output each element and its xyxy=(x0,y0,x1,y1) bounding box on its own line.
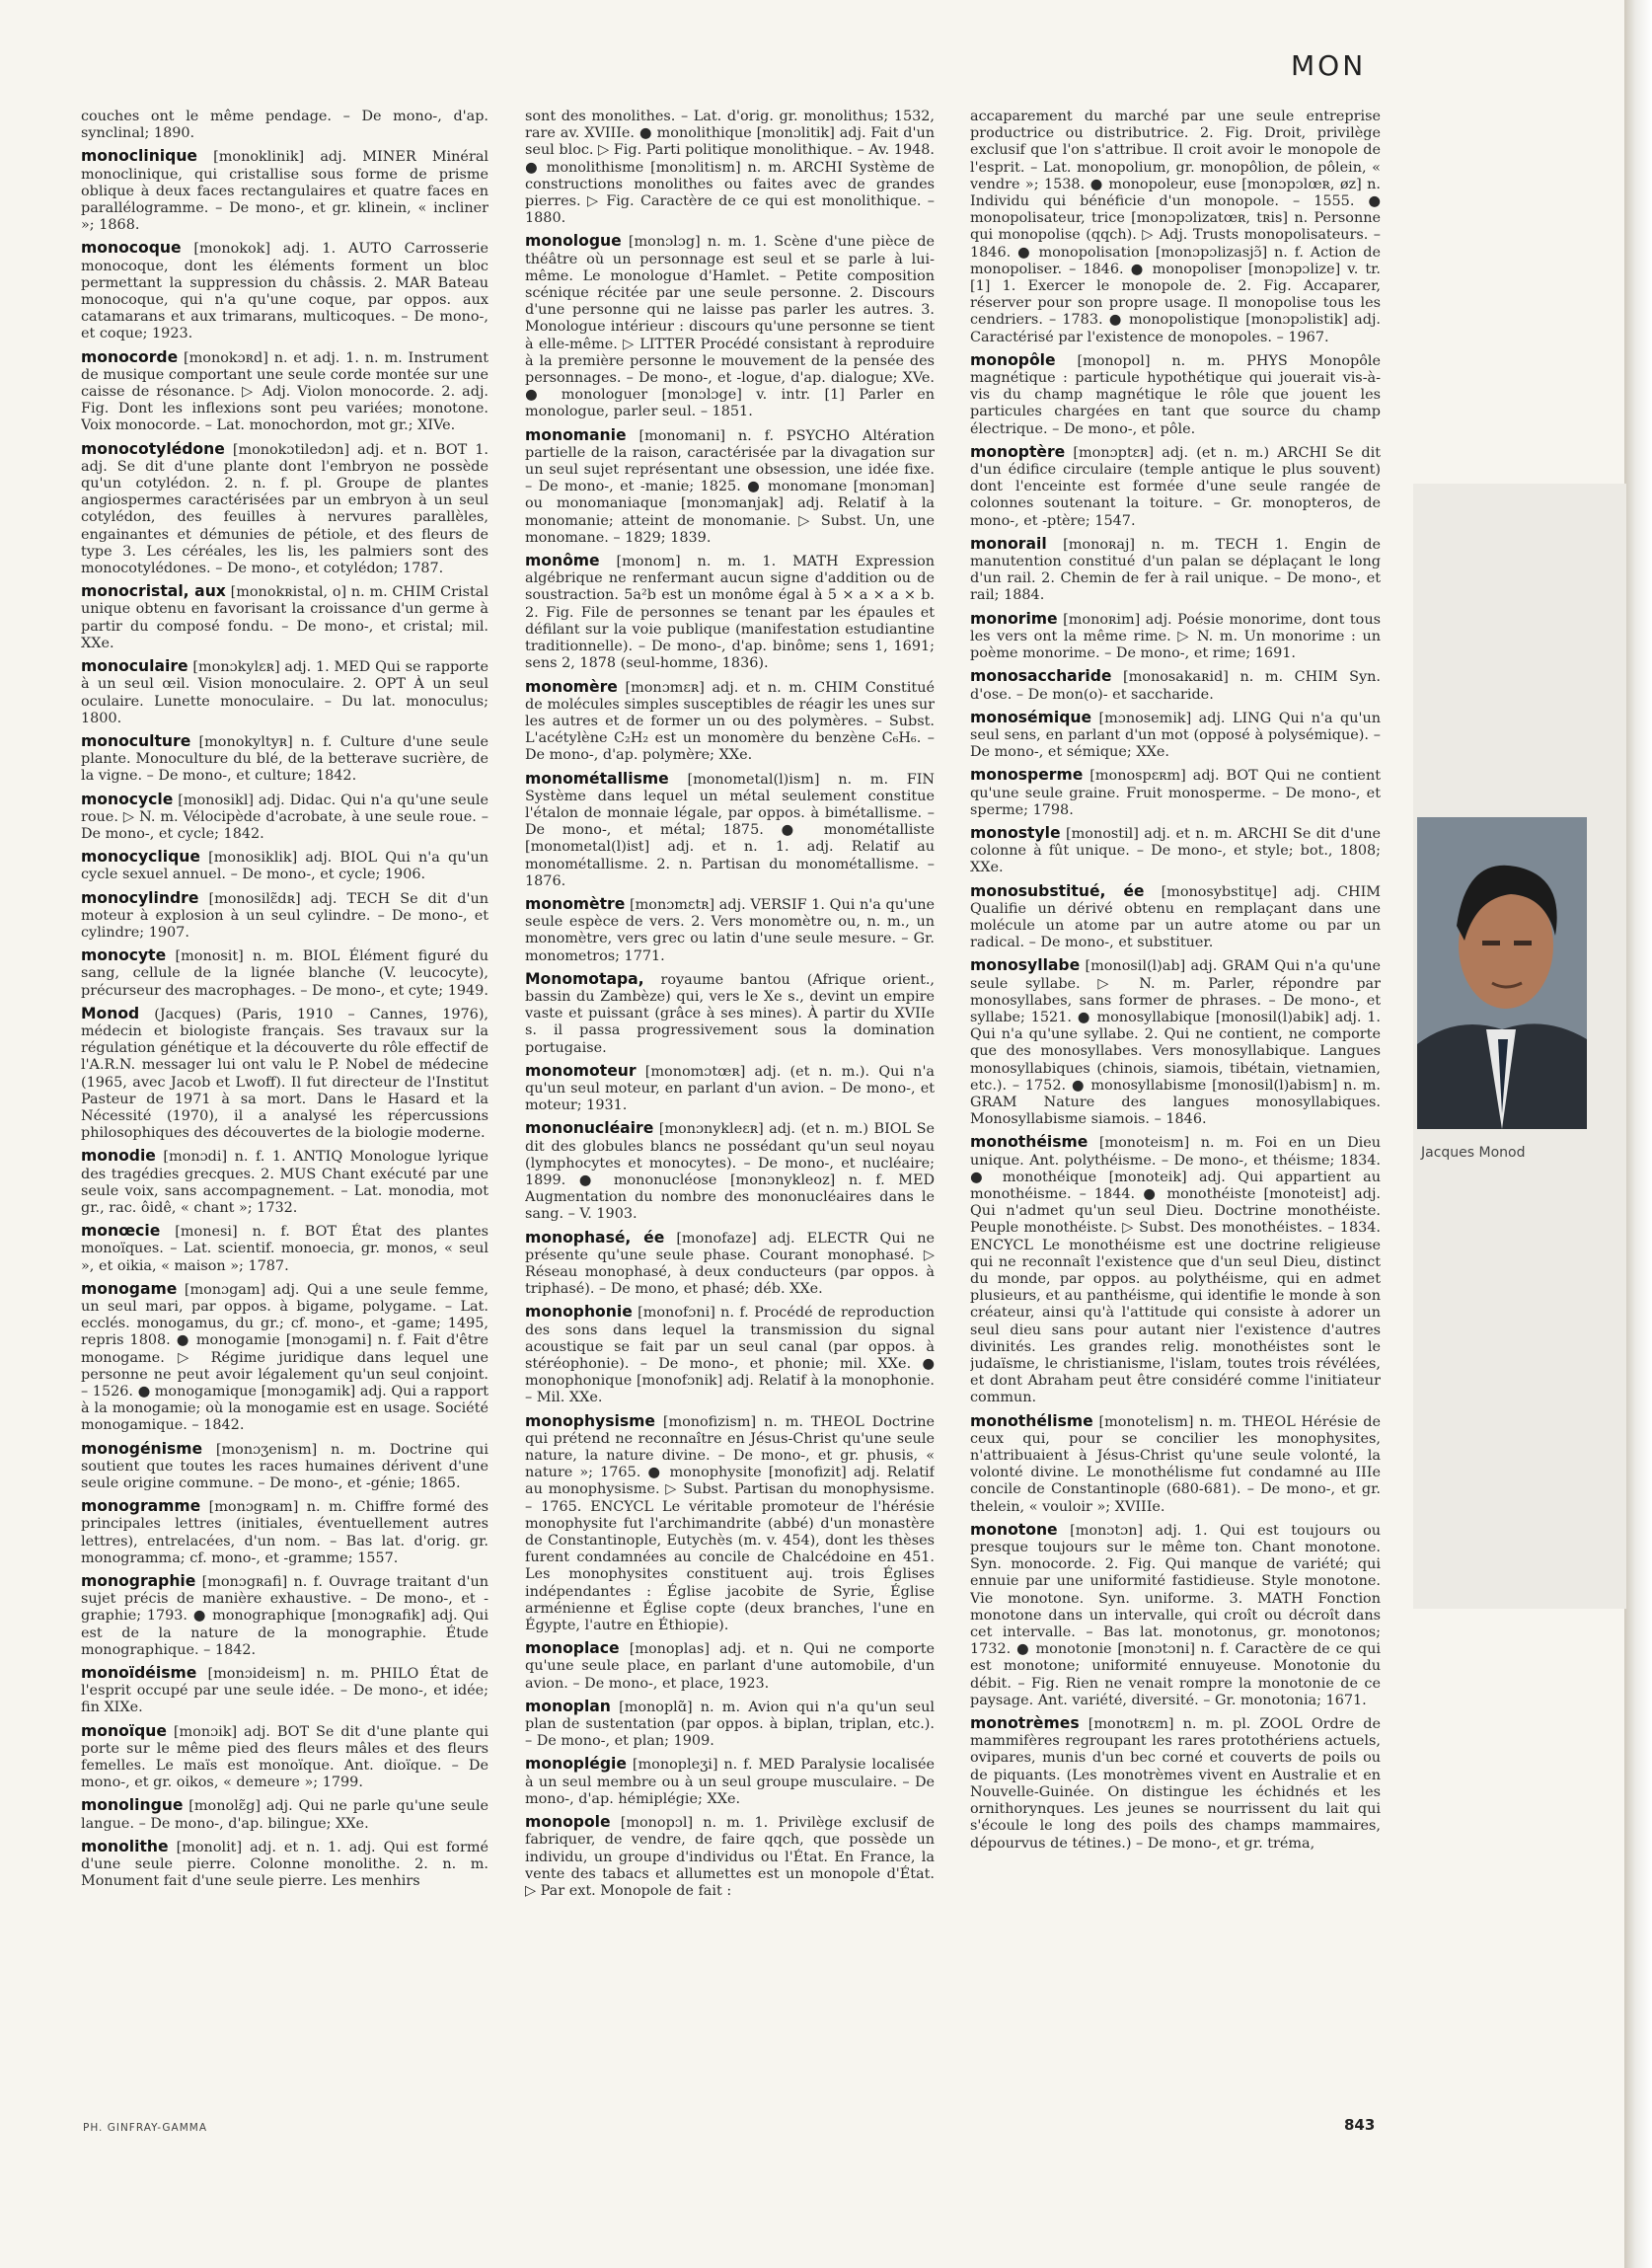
entry-headword: monostyle xyxy=(970,823,1061,842)
entry-definition: sont des monolithes. – Lat. d'orig. gr. monolithus; 1532, rare av. XVIIIe. ● monolithique [monɔlitik] adj. Fait d'un seul bloc. ▷ Fig. Parti politique monolithique. – Av. 1948. ● monolithisme [monɔlitism] n. m. ARCHI Système de constructions monolithes ou faites avec de grandes pierres. ▷ Fig. Caractère de ce qui est monolithique. – 1880. xyxy=(525,109,935,227)
portrait-photo xyxy=(1417,817,1587,1129)
entry-headword: monorail xyxy=(970,534,1047,553)
dictionary-entry xyxy=(970,883,1381,952)
entry-headword: monosémique xyxy=(970,708,1092,726)
entry-headword: monoplégie xyxy=(525,1755,627,1774)
entry-definition: [monɔgam] adj. Qui a une seule femme, un seul mari, par oppos. à bigame, polygame. – Lat. ecclés. monogamus, du gr.; cf. mono-, et -game; 1495, repris 1808. ● monogamie [monɔgami] n. f. Fait d'être monogame. ▷ Régime juridique dans lequel une personne ne peut avoir légalement qu'un seul conjoint. – 1526. ● monogamique [monɔgamik] adj. Qui a rapport à la monogamie; où la monogamie est en usage. Société monogamique. – 1842. xyxy=(81,1281,488,1434)
entry-headword: monorime xyxy=(970,609,1058,628)
entry-definition: [monofɔni] n. f. Procédé de reproduction des sons dans lequel la transmission du signal acoustique se fait par un seul canal (par oppos. à stéréophonie). – De mono-, et phonie; mil. XXe. ● monophonique [monofɔnik] adj. Relatif à la monophonie. – Mil. XXe. xyxy=(525,1305,935,1406)
page-edge xyxy=(1624,0,1652,2268)
dictionary-entry xyxy=(81,1797,488,1832)
dictionary-entry xyxy=(970,1522,1381,1709)
entry-definition: [monɔkylɛʀ] adj. 1. MED Qui se rapporte à un seul œil. Vision monoculaire. 2. OPT À un seul oculaire. Lunette monoculaire. – Du lat. monoculus; 1800. xyxy=(81,659,488,726)
dictionary-entry xyxy=(970,1413,1381,1516)
column-3 xyxy=(970,109,1381,2097)
entry-headword: monocylindre xyxy=(81,888,199,907)
entry-definition: [monoklinik] adj. MINER Minéral monoclinique, qui cristallise sous forme de prisme oblique à deux faces rectangulaires et quatre faces en parallélogramme. – De mono-, et gr. klinein, « incliner »; 1868. xyxy=(81,149,488,234)
entry-definition: [monokok] adj. 1. AUTO Carrosserie monocoque, dont les éléments forment un bloc permettant la suppression du châssis. 2. MAR Bateau monocoque, qui n'a qu'une coque, par oppos. aux catamarans et aux trimarans, multicoques. – De mono-, et coque; 1923. xyxy=(81,241,488,342)
entry-definition: [monosil(l)ab] adj. GRAM Qui n'a qu'une seule syllabe. ▷ N. m. Parler, répondre par monosyllabes, sans former de phrases. – De mono-, et syllabe; 1521. ● monosyllabique [monosil(l)abik] adj. 1. Qui n'a qu'une syllabe. 2. Qui ne contient, ne comporte que des monosyllabes. Vers monosyllabique. Langues monosyllabiques (chinois, siamois, tibétain, vietnamien, etc.). – 1752. ● monosyllabisme [monosil(l)abism] n. m. GRAM Nature des langues monosyllabiques. Monosyllabisme siamois. – 1846. xyxy=(970,958,1381,1128)
entry-headword: monosaccharide xyxy=(970,667,1112,686)
dictionary-entry xyxy=(970,536,1381,605)
entry-definition: [monɔdi] n. f. 1. ANTIQ Monologue lyrique des tragédies grecques. 2. MUS Chant exécuté par une seule voix, sans accompagnement. – Lat. monodia, mot gr., rac. ôidê, « chant »; 1732. xyxy=(81,1149,488,1216)
entry-definition: [monɔtɔn] adj. 1. Qui est toujours ou presque toujours sur le même ton. Chant monotone. Syn. monocorde. 2. Fig. Qui manque de variété; qui ennuie par une uniformité fastidieuse. Style monotone. Vie monotone. Syn. uniforme. 3. MATH Fonction monotone dans un intervalle, qui croît ou décroît dans cet intervalle. – Bas lat. monotonus, gr. monotonos; 1732. ● monotonie [monɔtɔni] n. f. Caractère de ce qui est monotone; uniformité ennuyeuse. Monotonie du débit. – Fig. Rien ne venait rompre la monotonie de ce paysage. Ant. variété, diversité. – Gr. monotonia; 1671. xyxy=(970,1522,1381,1708)
running-head: MON xyxy=(1291,49,1367,82)
entry-headword: monolingue xyxy=(81,1796,184,1815)
dictionary-entry xyxy=(81,1573,488,1659)
entry-definition: [monopɔl] n. m. 1. Privilège exclusif de fabriquer, de vendre, de faire qqch, que possède un individu, un groupe d'individus ou l'État. En France, la vente des tabacs et allumettes est un monopole d'État. ▷ Par ext. Monopole de fait : xyxy=(525,1815,935,1899)
dictionary-entry xyxy=(525,427,935,547)
entry-headword: Monomotapa, xyxy=(525,969,644,988)
entry-definition: [monokɔtiledɔn] adj. et n. BOT 1. adj. Se dit d'une plante dont l'embryon ne possède qu'un cotylédon. 2. n. f. pl. Groupe de plantes angiospermes caractérisées par un embryon à un seul cotylédon, des feuilles à nervures parallèles, engainantes et démunies de pétiole, et des fleurs de type 3. Les céréales, les lis, les palmiers sont des monocotylédones. – De mono-, et cotylédon; 1787. xyxy=(81,441,488,577)
column-1 xyxy=(81,109,488,2097)
entry-headword: monographie xyxy=(81,1572,196,1591)
entry-headword: monométallisme xyxy=(525,769,669,788)
entry-definition: [monɔnykleɛʀ] adj. (et n. m.) BIOL Se dit des globules blancs ne possédant qu'un seul noyau (lymphocytes et monocytes). – De mono-, et nucléaire; 1899. ● mononucléose [monɔnykleoz] n. f. MED Augmentation du nombre des mononucléaires dans le sang. – V. 1903. xyxy=(525,1121,935,1223)
dictionary-entry xyxy=(81,947,488,1000)
entry-headword: monomètre xyxy=(525,894,626,913)
entry-headword: monotrèmes xyxy=(970,1714,1080,1733)
dictionary-entry xyxy=(970,710,1381,762)
dictionary-entry xyxy=(81,1148,488,1217)
entry-definition: [monofizism] n. m. THEOL Doctrine qui prétend ne reconnaître en Jésus-Christ qu'une seule nature, la nature divine. – De mono-, et gr. phusis, « nature »; 1765. ● monophysite [monofizit] adj. Relatif au monophysisme. ▷ Subst. Partisan du monophysisme. – 1765. ENCYCL Le véritable promoteur de l'hérésie monophysite fut l'archimandrite (abbé) d'un monastère de Constantinople, Eutychès (m. v. 454), dont les thèses furent condamnées au concile de Chalcédoine en 451. Les monophysites constituent auj. trois Églises indépendantes : Église jacobite de Syrie, Église arménienne et Église copte (deux branches, l'une en Égypte, l'autre en Éthiopie). xyxy=(525,1413,935,1634)
entry-definition: [monometal(l)ism] n. m. FIN Système dans lequel un métal seulement constitue l'étalon de monnaie légale, par oppos. à bimétallisme. – De mono-, et métal; 1875. ● monométalliste [monometal(l)ist] adj. et n. 1. adj. Relatif au monométallisme. 2. n. Partisan du monométallisme. – 1876. xyxy=(525,771,935,889)
entry-headword: monolithe xyxy=(81,1837,169,1855)
entry-definition: [monostil] adj. et n. m. ARCHI Se dit d'une colonne à fût unique. – De mono-, et style; bot., 1808; XXe. xyxy=(970,825,1381,876)
entry-headword: monocorde xyxy=(81,347,179,366)
entry-headword: monothélisme xyxy=(970,1411,1093,1430)
dictionary-entry xyxy=(81,583,488,652)
entry-definition: [monopol] n. m. PHYS Monopôle magnétique : particule hypothétique qui jouerait vis-à-vis du champ magnétique le rôle que jouent les particules chargées en tant que source du champ électrique. – De mono-, et pôle. xyxy=(970,352,1381,437)
entry-headword: monoïdéisme xyxy=(81,1664,197,1683)
dictionary-entry xyxy=(525,771,935,890)
dictionary-entry xyxy=(970,444,1381,530)
entry-definition: [monosit] n. m. BIOL Élément figuré du sang, cellule de la lignée blanche (V. leucocyte), précurseur des macrophages. – De mono-, et cyte; 1949. xyxy=(81,948,488,999)
entry-headword: monogénisme xyxy=(81,1439,203,1458)
dictionary-entry xyxy=(81,658,488,727)
entry-headword: monocycle xyxy=(81,790,174,808)
dictionary-entry xyxy=(970,1715,1381,1852)
dictionary-entry xyxy=(525,679,935,765)
page-number: 843 xyxy=(1344,2116,1376,2134)
column-2 xyxy=(525,109,935,2097)
entry-headword: monocotylédone xyxy=(81,439,225,458)
entry-definition: couches ont le même pendage. – De mono-, d'ap. synclinal; 1890. xyxy=(81,109,488,142)
entry-headword: monoculture xyxy=(81,731,191,750)
entry-definition: [monoplɑ̃] n. m. Avion qui n'a qu'un seul plan de sustentation (par oppos. à biplan, triplan, etc.). – De mono-, et plan; 1909. xyxy=(525,1699,935,1750)
entry-definition: (Jacques) (Paris, 1910 – Cannes, 1976), médecin et biologiste français. Ses travaux sur la régulation génétique et la découverte du rôle effectif de l'A.R.N. messager lui ont valu le P. Nobel de médecine (1965, avec Jacob et Lwoff). Il fut directeur de l'Institut Pasteur de 1971 à sa mort. Dans le Hasard et la Nécessité (1970), il a analysé les répercussions philosophiques des découvertes de la biologie moderne. xyxy=(81,1006,488,1142)
dictionary-entry xyxy=(81,1223,488,1275)
entry-headword: monœcie xyxy=(81,1222,161,1241)
dictionary-entry xyxy=(81,1281,488,1435)
entry-definition: [monosikl] adj. Didac. Qui n'a qu'une seule roue. ▷ N. m. Vélocipède d'acrobate, à une seule roue. – De mono-, et cycle; 1842. xyxy=(81,792,488,842)
dictionary-entry xyxy=(81,1665,488,1717)
dictionary-entry xyxy=(525,1814,935,1900)
entry-definition: [monosybstitɥe] adj. CHIM Qualifie un dérivé obtenu en remplaçant dans une molécule un atome par un autre atome ou par un radical. – De mono-, et substituer. xyxy=(970,883,1381,951)
entry-definition: [monosiklik] adj. BIOL Qui n'a qu'un cycle sexuel annuel. – De mono-, et cycle; 1906. xyxy=(81,850,488,883)
entry-definition: [monospɛʀm] adj. BOT Qui ne contient qu'une seule graine. Fruit monosperme. – De mono-, et sperme; 1798. xyxy=(970,768,1381,818)
dictionary-entry xyxy=(81,148,488,234)
entry-definition: [monɔik] adj. BOT Se dit d'une plante qui porte sur le même pied des fleurs mâles et des fleurs femelles. Le maïs est monoïque. Ant. dioïque. – De mono-, et gr. oikos, « demeure »; 1799. xyxy=(81,1723,488,1791)
entry-definition: [monokɔʀd] n. et adj. 1. n. m. Instrument de musique comportant une seule corde montée sur une caisse de résonance. ▷ Adj. Violon monocorde. 2. adj. Fig. Dont les inflexions sont peu variées; monotone. Voix monocorde. – Lat. monochordon, mot gr.; XIVe. xyxy=(81,349,488,434)
dictionary-entry xyxy=(525,1756,935,1808)
entry-headword: monocyte xyxy=(81,946,167,965)
entry-headword: monothéisme xyxy=(970,1133,1089,1152)
entry-definition: [monoʀim] adj. Poésie monorime, dont tous les vers ont la même rime. ▷ N. m. Un monorime : un poème monorime. – De mono-, et rime; 1691. xyxy=(970,611,1381,662)
entry-headword: monopole xyxy=(525,1813,611,1832)
entry-definition: [monom] n. m. 1. MATH Expression algébrique ne renfermant aucun signe d'addition ou de soustraction. 5a²b est un monôme égal à 5 × a × a × b. 2. Fig. File de personnes se tenant par les épaules et défilant sur la voie publique (manifestation estudiantine traditionnelle). – De mono-, d'ap. binôme; sens 1, 1691; sens 2, 1878 (seul-homme, 1836). xyxy=(525,554,935,672)
entry-headword: monoïque xyxy=(81,1721,167,1740)
entry-headword: monologue xyxy=(525,232,622,251)
dictionary-entry xyxy=(525,1230,935,1299)
entry-definition: accaparement du marché par une seule entreprise productrice ou distributrice. 2. Fig. Droit, privilège exclusif que l'on s'attribue. Il croit avoir le monopole de l'esprit. – Lat. monopolium, gr. monopôlion, de pôlein, « vendre »; 1538. ● monopoleur, euse [monɔpɔlœʀ, øz] n. Individu qui bénéficie d'un monopole. – 1555. ● monopolisateur, trice [monɔpɔlizatœʀ, tʀis] n. Personne qui monopolise (qqch). ▷ Adj. Trusts monopolisateurs. – 1846. ● monopolisation [monɔpɔlizasjɔ̃] n. f. Action de monopoliser. – 1846. ● monopoliser [monɔpɔlize] v. tr. [1] 1. Exercer le monopole de. 2. Fig. Accaparer, réserver pour son propre usage. Il monopolise tous les cendriers. – 1783. ● monopolistique [monɔpɔlistik] adj. Caractérisé par l'existence de monopoles. – 1967. xyxy=(970,109,1381,345)
entry-headword: Monod xyxy=(81,1004,140,1022)
entry-headword: mononucléaire xyxy=(525,1119,654,1138)
dictionary-entry xyxy=(970,767,1381,819)
entry-headword: monosperme xyxy=(970,766,1084,785)
entry-headword: monoplan xyxy=(525,1697,611,1715)
dictionary-entry xyxy=(81,792,488,844)
entry-definition: [monoplas] adj. et n. Qui ne comporte qu'une seule place, en parlant d'une automobile, d'un avion. – De mono-, et place, 1923. xyxy=(525,1641,935,1692)
entry-headword: monopôle xyxy=(970,350,1056,369)
entry-definition: [monokʀistal, o] n. m. CHIM Cristal unique obtenu en favorisant la croissance d'un germe à partir du composé fondu. – De mono-, et cristal; mil. XXe. xyxy=(81,584,488,651)
entry-definition: [monɔideism] n. m. PHILO État de l'esprit occupé par une seule idée. – De mono-, et idée; fin XIXe. xyxy=(81,1666,488,1716)
entry-headword: monophysisme xyxy=(525,1411,655,1430)
entry-definition: [monokyltyʀ] n. f. Culture d'une seule plante. Monoculture du blé, de la betterave sucrière, de la vigne. – De mono-, et culture; 1842. xyxy=(81,733,488,785)
dictionary-entry xyxy=(81,849,488,883)
entry-definition: [monoteism] n. m. Foi en un Dieu unique. Ant. polythéisme. – De mono-, et théisme; 1834. ● monothéique [monoteik] adj. Qui appartient au monothéisme. – 1844. ● monothéiste [monoteist] adj. Qui n'admet qu'un seul Dieu. Doctrine monothéiste. Peuple monothéiste. ▷ Subst. Des monothéistes. – 1834. ENCYCL Le monothéisme est une doctrine religieuse qui ne reconnaît l'existence que d'un seul Dieu, distinct du monde, par oppos. au polythéisme, qui en admet plusieurs, et au panthéisme, qui identifie le monde à son créateur, ainsi qu'à l'attitude qui consiste à adorer un seul dieu sans pour autant nier l'existence d'autres divinités. Les grandes relig. monothéistes sont le judaïsme, le christianisme, l'islam, toutes trois révélées, et dont Abraham peut être considéré comme l'initiateur commun. xyxy=(970,1135,1381,1406)
entry-definition: [monɔptɛʀ] adj. (et n. m.) ARCHI Se dit d'un édifice circulaire (temple antique le plus souvent) dont l'enceinte est formée d'une seule rangée de colonnes soutenant la toiture. – Gr. monopteros, de mono-, et -ptère; 1547. xyxy=(970,444,1381,529)
entry-definition: [monesi] n. f. BOT État des plantes monoïques. – Lat. scientif. monoecia, gr. monos, « seul », et oikia, « maison »; 1787. xyxy=(81,1224,488,1274)
dictionary-entry xyxy=(525,896,935,965)
entry-definition: [monɔgʀafi] n. f. Ouvrage traitant d'un sujet précis de manière exhaustive. – De mono-, et -graphie; 1793. ● monographique [monɔgʀafik] adj. Qui est de la nature de la monographie. Étude monographique. – 1842. xyxy=(81,1574,488,1658)
dictionary-entry xyxy=(525,233,935,420)
dictionary-entry xyxy=(81,109,488,142)
entry-headword: monodie xyxy=(81,1147,156,1166)
dictionary-entry xyxy=(970,668,1381,703)
entry-definition: [monopleʒi] n. f. MED Paralysie localisée à un seul membre ou à un seul groupe musculaire. – De mono-, d'ap. hémiplégie; XXe. xyxy=(525,1757,935,1807)
entry-headword: monogramme xyxy=(81,1497,201,1516)
dictionary-entry xyxy=(81,1839,488,1891)
dictionary-entry xyxy=(81,441,488,578)
dictionary-entry xyxy=(970,611,1381,663)
dictionary-entry xyxy=(525,1640,935,1693)
entry-headword: monocyclique xyxy=(81,848,200,867)
dictionary-entry xyxy=(81,240,488,342)
dictionary-entry xyxy=(81,1006,488,1143)
dictionary-entry xyxy=(525,1120,935,1223)
entry-definition: [monotʀɛm] n. m. pl. ZOOL Ordre de mammifères regroupant les rares protothériens actuels, ovipares, munis d'un bec corné et couverts de poils ou de piquants. (Les monotrèmes vivent en Australie et en Nouvelle-Guinée. On distingue les échidnés et les ornithorynques. Les jeunes se nourrissent du lait qui s'écoule le long des poils des champs mammaires, dépourvus de tétines.) – De mono-, et gr. tréma, xyxy=(970,1716,1381,1852)
entry-headword: monophasé, ée xyxy=(525,1228,665,1247)
dictionary-entry xyxy=(525,1063,935,1115)
dictionary-entry xyxy=(81,1723,488,1792)
dictionary-entry xyxy=(525,1699,935,1751)
dictionary-entry xyxy=(81,733,488,786)
entry-definition: [monɔgʀam] n. m. Chiffre formé des principales lettres (initiales, éventuellement autres lettres), entrelacées, d'un nom. – Bas lat. d'orig. gr. monogramma; cf. mono-, et -gramme; 1557. xyxy=(81,1499,488,1566)
dictionary-entry xyxy=(970,825,1381,877)
entry-definition: [monolit] adj. et n. 1. adj. Qui est formé d'une seule pierre. Colonne monolithe. 2. n. m. Monument fait d'une seule pierre. Les menhirs xyxy=(81,1839,488,1890)
entry-definition: [monɔlɔg] n. m. 1. Scène d'une pièce de théâtre où un personnage est seul et se parle à lui-même. Le monologue d'Hamlet. – Petite composition scénique récitée par une seule personne. 2. Discours d'une personne qui ne laisse pas parler les autres. 3. Monologue intérieur : discours qu'une personne se tient à elle-même. ▷ LITTER Procédé consistant à reproduire à la première personne le mouvement de la pensée des personnages. – De mono-, et -logue, d'ap. dialogue; XVe. ● monologuer [monɔlɔge] v. intr. [1] Parler en monologue, parler seul. – 1851. xyxy=(525,234,935,420)
dictionary-entry xyxy=(81,890,488,943)
dictionary-entry xyxy=(81,1441,488,1493)
entry-headword: monosubstitué, ée xyxy=(970,881,1145,900)
entry-headword: monophonie xyxy=(525,1303,633,1322)
dictionary-entry xyxy=(81,1498,488,1567)
dictionary-entry xyxy=(970,957,1381,1128)
dictionary-entry xyxy=(970,1134,1381,1406)
entry-headword: monomère xyxy=(525,677,618,696)
dictionary-entry xyxy=(970,109,1381,346)
dictionary-entry xyxy=(970,352,1381,438)
entry-headword: monomanie xyxy=(525,425,627,444)
dictionary-entry xyxy=(525,1304,935,1406)
dictionary-entry xyxy=(525,1413,935,1635)
dictionary-entry xyxy=(525,553,935,672)
entry-definition: [mɔnosemik] adj. LING Qui n'a qu'un seul sens, en parlant d'un mot (opposé à polysémique). – De mono-, et sémique; XXe. xyxy=(970,710,1381,761)
entry-headword: monoplace xyxy=(525,1639,620,1658)
entry-definition: [monɔmɛtʀ] adj. VERSIF 1. Qui n'a qu'une seule espèce de vers. 2. Vers monomètre ou, n. m., un monomètre, vers grec ou latin d'une seule mesure. – Gr. monometros; 1771. xyxy=(525,896,935,964)
entry-definition: [monofaze] adj. ELECTR Qui ne présente qu'une seule phase. Courant monophasé. ▷ Réseau monophasé, à deux conducteurs (par oppos. à triphasé). – De mono, et phasé; déb. XXe. xyxy=(525,1230,935,1298)
entry-definition: [monotelism] n. m. THEOL Hérésie de ceux qui, pour se concilier les monophysites, n'attribuaient à Jésus-Christ qu'une seule volonté, la volonté divine. Le monothélisme fut condamné au IIIe concile de Constantinople (680-681). – De mono-, et gr. thelein, « vouloir »; XVIIIe. xyxy=(970,1413,1381,1515)
photo-caption: Jacques Monod xyxy=(1421,1145,1526,1161)
entry-definition: [monomɔtœʀ] adj. (et n. m.). Qui n'a qu'un seul moteur, en parlant d'un avion. – De mono-, et moteur; 1931. xyxy=(525,1063,935,1114)
entry-definition: [monosilɛ̃dʀ] adj. TECH Se dit d'un moteur à explosion à un seul cylindre. – De mono-, et cylindre; 1907. xyxy=(81,890,488,941)
entry-headword: monôme xyxy=(525,552,600,570)
entry-definition: royaume bantou (Afrique orient., bassin du Zambèze) qui, vers le Xe s., devint un empire vaste et puissant (grâce à ses mines). À partir du XVIIe s. il passa progressivement sous la domination portugaise. xyxy=(525,971,935,1056)
entry-definition: [monɔmɛʀ] adj. et n. m. CHIM Constitué de molécules simples susceptibles de réagir les unes sur les autres et de former un ou des polymères. – Subst. L'acétylène C₂H₂ est un monomère du benzène C₆H₆. – De mono-, d'ap. polymère; XXe. xyxy=(525,679,935,764)
entry-headword: monoculaire xyxy=(81,657,188,676)
dictionary-entry xyxy=(525,109,935,227)
dictionary-entry xyxy=(81,349,488,435)
entry-headword: monomoteur xyxy=(525,1061,637,1080)
entry-definition: [monosakaʀid] n. m. CHIM Syn. d'ose. – De mon(o)- et saccharide. xyxy=(970,669,1381,703)
entry-headword: monocoque xyxy=(81,239,182,258)
entry-headword: monogame xyxy=(81,1279,178,1298)
entry-headword: monocristal, aux xyxy=(81,582,226,601)
entry-definition: [monɔʒenism] n. m. Doctrine qui soutient que toutes les races humaines dérivent d'une seule origine commune. – De mono-, et -génie; 1865. xyxy=(81,1441,488,1492)
entry-headword: monotone xyxy=(970,1520,1058,1539)
entry-definition: [monoʀaj] n. m. TECH 1. Engin de manutention constitué d'un palan se déplaçant le long d'un rail. 2. Chemin de fer à rail unique. – De mono-, et rail; 1884. xyxy=(970,536,1381,604)
entry-definition: [monomani] n. f. PSYCHO Altération partielle de la raison, caractérisée par la divagation sur un seul sujet représentant une obsession, une idée fixe. – De mono-, et -manie; 1825. ● monomane [monɔman] ou monomaniaque [monɔmanjak] adj. Relatif à la monomanie; atteint de monomanie. ▷ Subst. Un, une monomane. – 1829; 1839. xyxy=(525,427,935,546)
entry-headword: monoptère xyxy=(970,442,1066,461)
entry-definition: [monolɛ̃g] adj. Qui ne parle qu'une seule langue. – De mono-, d'ap. bilingue; XXe. xyxy=(81,1798,488,1832)
dictionary-entry xyxy=(525,971,935,1057)
photo-credit: PH. GINFRAY-GAMMA xyxy=(83,2122,208,2134)
entry-headword: monosyllabe xyxy=(970,956,1081,975)
entry-headword: monoclinique xyxy=(81,147,197,166)
